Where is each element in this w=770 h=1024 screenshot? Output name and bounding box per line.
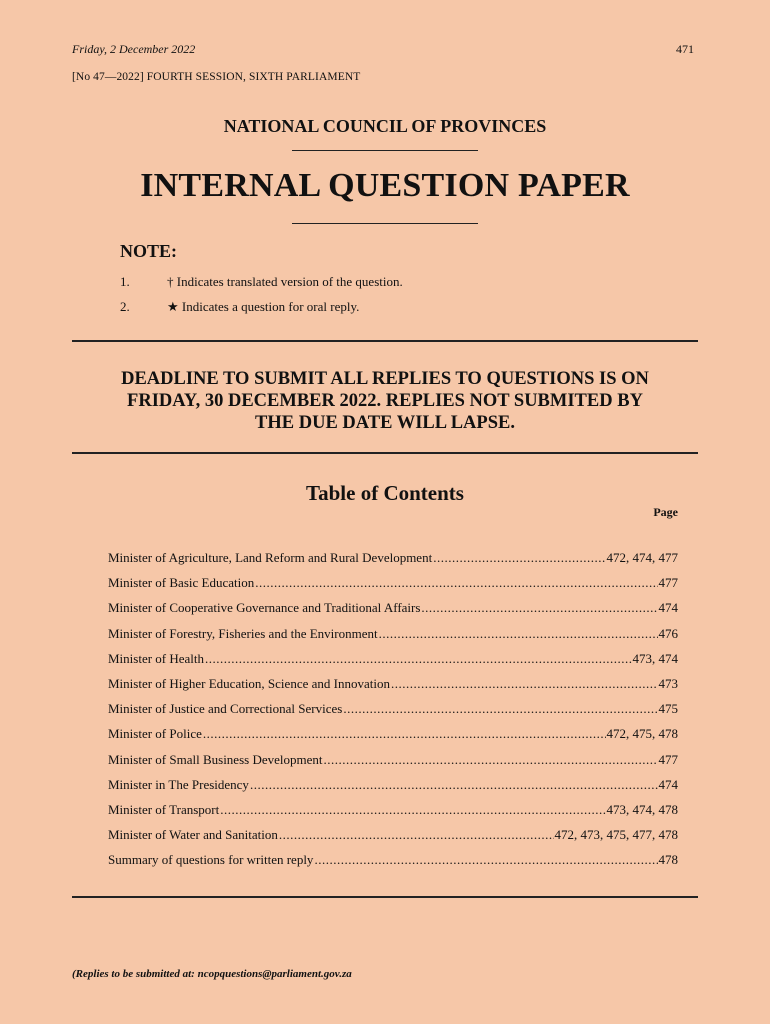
session-line: [No 47—2022] FOURTH SESSION, SIXTH PARLIAMENT <box>72 71 361 83</box>
toc-entry-pages: 472, 475, 478 <box>606 726 678 742</box>
council-heading: NATIONAL COUNCIL OF PROVINCES <box>223 116 547 136</box>
note-heading: NOTE: <box>120 241 178 261</box>
dot-leader <box>379 626 658 642</box>
toc-entry[interactable] <box>108 600 678 625</box>
toc-entry-pages: 477 <box>658 575 678 591</box>
table-of-contents <box>108 550 678 877</box>
toc-entry[interactable] <box>108 802 678 827</box>
toc-entry-pages: 478 <box>658 852 678 868</box>
toc-entry-label: Minister in The Presidency <box>108 776 249 792</box>
toc-entry-label: Minister of Health <box>108 650 205 666</box>
note-item-number: 2. <box>120 299 130 314</box>
toc-entry-label: Minister of Justice and Correctional Services <box>108 701 343 717</box>
divider <box>72 340 698 342</box>
note-item-text: † Indicates translated version of the question. <box>167 274 403 289</box>
dot-leader <box>220 802 605 818</box>
toc-entry-label: Minister of Transport <box>108 801 220 817</box>
divider <box>72 896 698 898</box>
toc-entry[interactable] <box>108 752 678 777</box>
page-title: INTERNAL QUESTION PAPER <box>140 167 630 204</box>
toc-entry[interactable] <box>108 550 678 575</box>
toc-entry-pages: 477 <box>658 751 678 767</box>
deadline-line: DEADLINE TO SUBMIT ALL REPLIES TO QUESTIONS IS ON <box>121 369 649 389</box>
toc-entry-label: Minister of Water and Sanitation <box>108 827 278 843</box>
toc-entry-pages: 475 <box>658 701 678 717</box>
toc-entry-label: Minister of Basic Education <box>108 575 255 591</box>
dot-leader <box>433 550 605 566</box>
dot-leader <box>323 752 657 768</box>
toc-entry[interactable] <box>108 827 678 852</box>
toc-entry-label: Minister of Small Business Development <box>108 751 323 767</box>
dot-leader <box>391 676 658 692</box>
dot-leader <box>255 575 657 591</box>
toc-entry-pages: 473, 474 <box>632 650 678 666</box>
note-item <box>120 299 359 315</box>
divider <box>72 452 698 454</box>
toc-entry-label: Minister of Agriculture, Land Reform and Rural Development <box>108 550 433 565</box>
divider <box>292 223 478 224</box>
dot-leader <box>203 726 606 742</box>
toc-entry[interactable] <box>108 701 678 726</box>
toc-entry[interactable] <box>108 676 678 701</box>
toc-entry-pages: 473, 474, 478 <box>606 801 678 817</box>
toc-heading: Table of Contents <box>306 481 464 505</box>
page-number: 471 <box>676 42 694 56</box>
toc-entry-label: Minister of Police <box>108 726 202 742</box>
toc-entry-label: Minister of Higher Education, Science and Innovation <box>108 675 390 691</box>
toc-entry[interactable] <box>108 852 678 877</box>
toc-entry-pages: 476 <box>658 625 678 641</box>
toc-entry-pages: 474 <box>658 600 678 616</box>
toc-entry-label: Minister of Cooperative Governance and Traditional Affairs <box>108 600 421 616</box>
deadline-line: THE DUE DATE WILL LAPSE. <box>255 413 515 433</box>
toc-entry-label: Summary of questions for written reply <box>108 852 314 868</box>
toc-entry[interactable] <box>108 626 678 651</box>
toc-entry-pages: 472, 474, 477 <box>606 550 678 565</box>
toc-entry-pages: 473 <box>658 675 678 691</box>
note-item-text: ★ Indicates a question for oral reply. <box>167 299 360 314</box>
deadline-notice <box>72 368 698 434</box>
dot-leader <box>343 701 657 717</box>
toc-page-label: Page <box>653 505 678 519</box>
toc-entry-pages: 472, 473, 475, 477, 478 <box>554 827 678 843</box>
note-item-number: 1. <box>120 274 130 289</box>
paper-date: Friday, 2 December 2022 <box>72 42 196 56</box>
toc-entry[interactable] <box>108 777 678 802</box>
toc-entry[interactable] <box>108 651 678 676</box>
toc-entry[interactable] <box>108 575 678 600</box>
footer-note: (Replies to be submitted at: ncopquestions@parliament.gov.za <box>72 968 352 980</box>
toc-entry[interactable] <box>108 726 678 751</box>
note-item <box>120 274 403 290</box>
dot-leader <box>250 777 658 793</box>
toc-entry-pages: 474 <box>658 776 678 792</box>
toc-entry-label: Minister of Forestry, Fisheries and the Environment <box>108 625 378 641</box>
dot-leader <box>279 827 554 843</box>
deadline-line: FRIDAY, 30 DECEMBER 2022. REPLIES NOT SUBMITED BY <box>127 391 643 411</box>
dot-leader <box>205 651 631 667</box>
divider <box>292 150 478 151</box>
dot-leader <box>421 600 657 616</box>
dot-leader <box>314 852 657 868</box>
